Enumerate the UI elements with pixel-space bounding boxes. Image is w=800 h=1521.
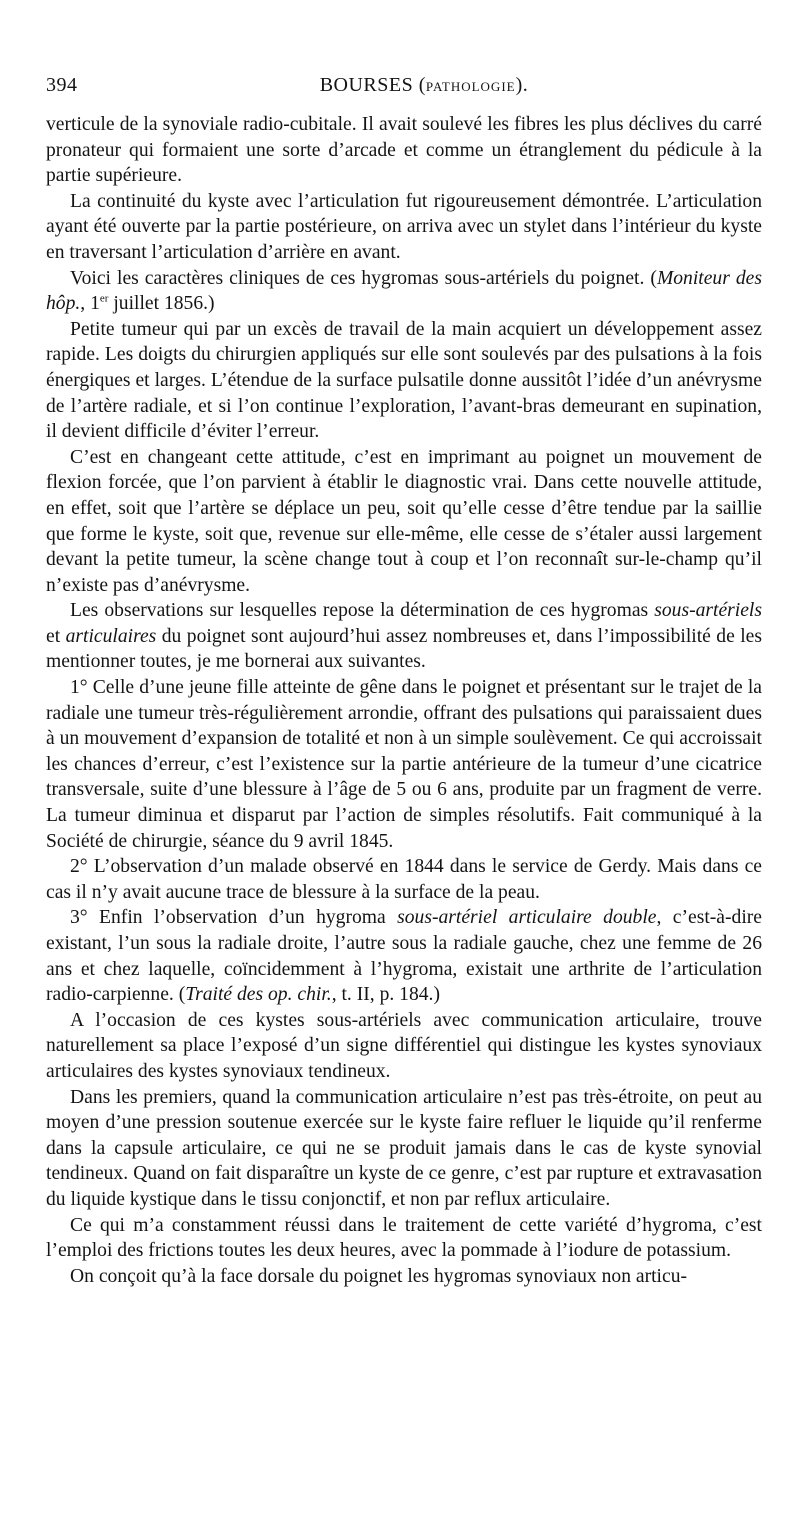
paragraph-13: On conçoit qu’à la face dorsale du poignet les hygromas synoviaux non articu- [70, 1265, 688, 1287]
paragraph-6-italic-1: sous-artériels [654, 600, 762, 622]
book-page [46, 74, 762, 1289]
paragraph-6-text-c: et [46, 625, 66, 647]
page-number: 394 [46, 74, 78, 96]
running-title [46, 74, 762, 97]
running-head [46, 74, 762, 112]
paragraph-6-text-e: du poignet sont aujourd’hui assez nombreuses et, dans l’impossibilité de les mentionner toutes, je me bornerai aux suivantes. [46, 625, 762, 673]
running-title-open: ( [413, 74, 426, 96]
paragraph-9-italic-1: sous-artériel articulaire double [397, 907, 657, 929]
paragraph-6-italic-2: articulaires [65, 625, 157, 647]
paragraph-6-text-a: Les observations sur lesquelles repose la détermination de ces hygromas [70, 600, 655, 622]
running-title-subtitle: PATHOLOGIE [425, 79, 516, 94]
paragraph-9-citation: Traité des op. chir. [185, 984, 332, 1006]
paragraph-9-text-c: , c’est-à-dire existant, l’un sous la radiale droite, l’autre sous la radiale gauche, chez une femme de 26 ans et chez laquelle, coïncidemment à l’hygroma, existait une arthrite de l’articulation radio-carpienne. ( [46, 907, 762, 1006]
paragraph-1: verticule de la synoviale radio-cubitale. Il avait soulevé les fibres les plus déclives du carré pronateur qui formaient une sorte d’arcade et comme un étranglement du pédicule à la partie supérieure. [46, 114, 762, 187]
paragraph-6 [46, 598, 762, 675]
paragraph-11: Dans les premiers, quand la communication articulaire n’est pas très-étroite, on peut au moyen d’une pression soutenue exercée sur le kyste faire refluer le liquide qu’il renferme dans la capsule articulaire, ce qui ne se produit jamais dans le cas de kyste synovial tendineux. Quand on fait disparaître un kyste de ce genre, c’est par rupture et extravasation du liquide kystique dans le tissu conjonctif, et non par reflux articulaire. [46, 1086, 762, 1210]
running-title-close: ). [515, 74, 529, 96]
paragraph-10: A l’occasion de ces kystes sous-artériels avec communication articulaire, trouve naturellement sa place l’exposé d’un signe différentiel qui distingue les kystes synoviaux articulaires des kystes synoviaux tendineux. [46, 1009, 762, 1082]
paragraph-12: Ce qui m’a constamment réussi dans le traitement de cette variété d’hygroma, c’est l’emploi des frictions toutes les deux heures, avec la pommade à l’iodure de potassium. [46, 1214, 762, 1262]
paragraph-8: 2° L’observation d’un malade observé en 1844 dans le service de Gerdy. Mais dans ce cas il n’y avait aucune trace de blessure à la surface de la peau. [46, 856, 762, 903]
paragraph-5: C’est en changeant cette attitude, c’est en imprimant au poignet un mouvement de flexion forcée, que l’on parvient à établir le diagnostic vrai. Dans cette nouvelle attitude, en effet, soit que l’artère se déplace un peu, soit qu’elle cesse d’être tendue par la saillie que forme le kyste, soit que, revenue sur elle-même, elle cesse de s’étaler aussi largement devant la petite tumeur, la scène change tout à coup et l’on reconnaît sur-le-champ qu’il n’existe pas d’anévrysme. [46, 446, 762, 596]
paragraph-3-superscript: er [99, 292, 109, 305]
running-title-main: BOURSES [319, 74, 414, 96]
paragraph-9-text-e: , t. II, p. 184.) [331, 984, 440, 1006]
paragraph-3 [46, 266, 762, 317]
paragraph-2: La continuité du kyste avec l’articulation fut rigoureusement démontrée. L’articulation ayant été ouverte par la partie postérieure, on arriva avec un stylet dans l’intérieur du kyste en traversant l’articulation d’arrière en avant. [46, 190, 762, 263]
paragraph-9 [46, 905, 762, 1007]
body-text [46, 112, 762, 1289]
paragraph-3-text-a: Voici les caractères cliniques de ces hygromas sous-artériels du poignet. ( [70, 267, 657, 289]
paragraph-4: Petite tumeur qui par un excès de travail de la main acquiert un développement assez rapide. Les doigts du chirurgien appliqués sur elle sont soulevés par des pulsations à la fois énergiques et larges. L’étendue de la surface pulsatile donne aussitôt l’idée d’un anévrysme de l’artère radiale, et si l’on continue l’exploration, l’avant-bras demeurant en supination, il devient difficile d’éviter l’erreur. [46, 318, 762, 443]
paragraph-7: 1° Celle d’une jeune fille atteinte de gêne dans le poignet et présentant sur le trajet de la radiale une tumeur très-régulièrement arrondie, offrant des pulsations qui paraissaient dues à un mouvement d’expansion de totalité et non à un simple soulèvement. Ce qui accroissait les chances d’erreur, c’est l’existence sur la partie antérieure de la tumeur d’une cicatrice transversale, suite d’une blessure à l’âge de 5 ou 6 ans, produite par un fragment de verre. La tumeur diminua et disparut par l’action de simples résolutifs. Fait communiqué à la Société de chirurgie, séance du 9 avril 1845. [46, 677, 762, 852]
paragraph-3-text-d: juillet 1856.) [108, 293, 215, 315]
paragraph-9-text-a: 3° Enfin l’observation d’un hygroma [70, 907, 398, 929]
paragraph-3-text-c: , 1 [80, 293, 100, 315]
paragraph-3-citation: Moniteur des hôp. [46, 267, 762, 315]
